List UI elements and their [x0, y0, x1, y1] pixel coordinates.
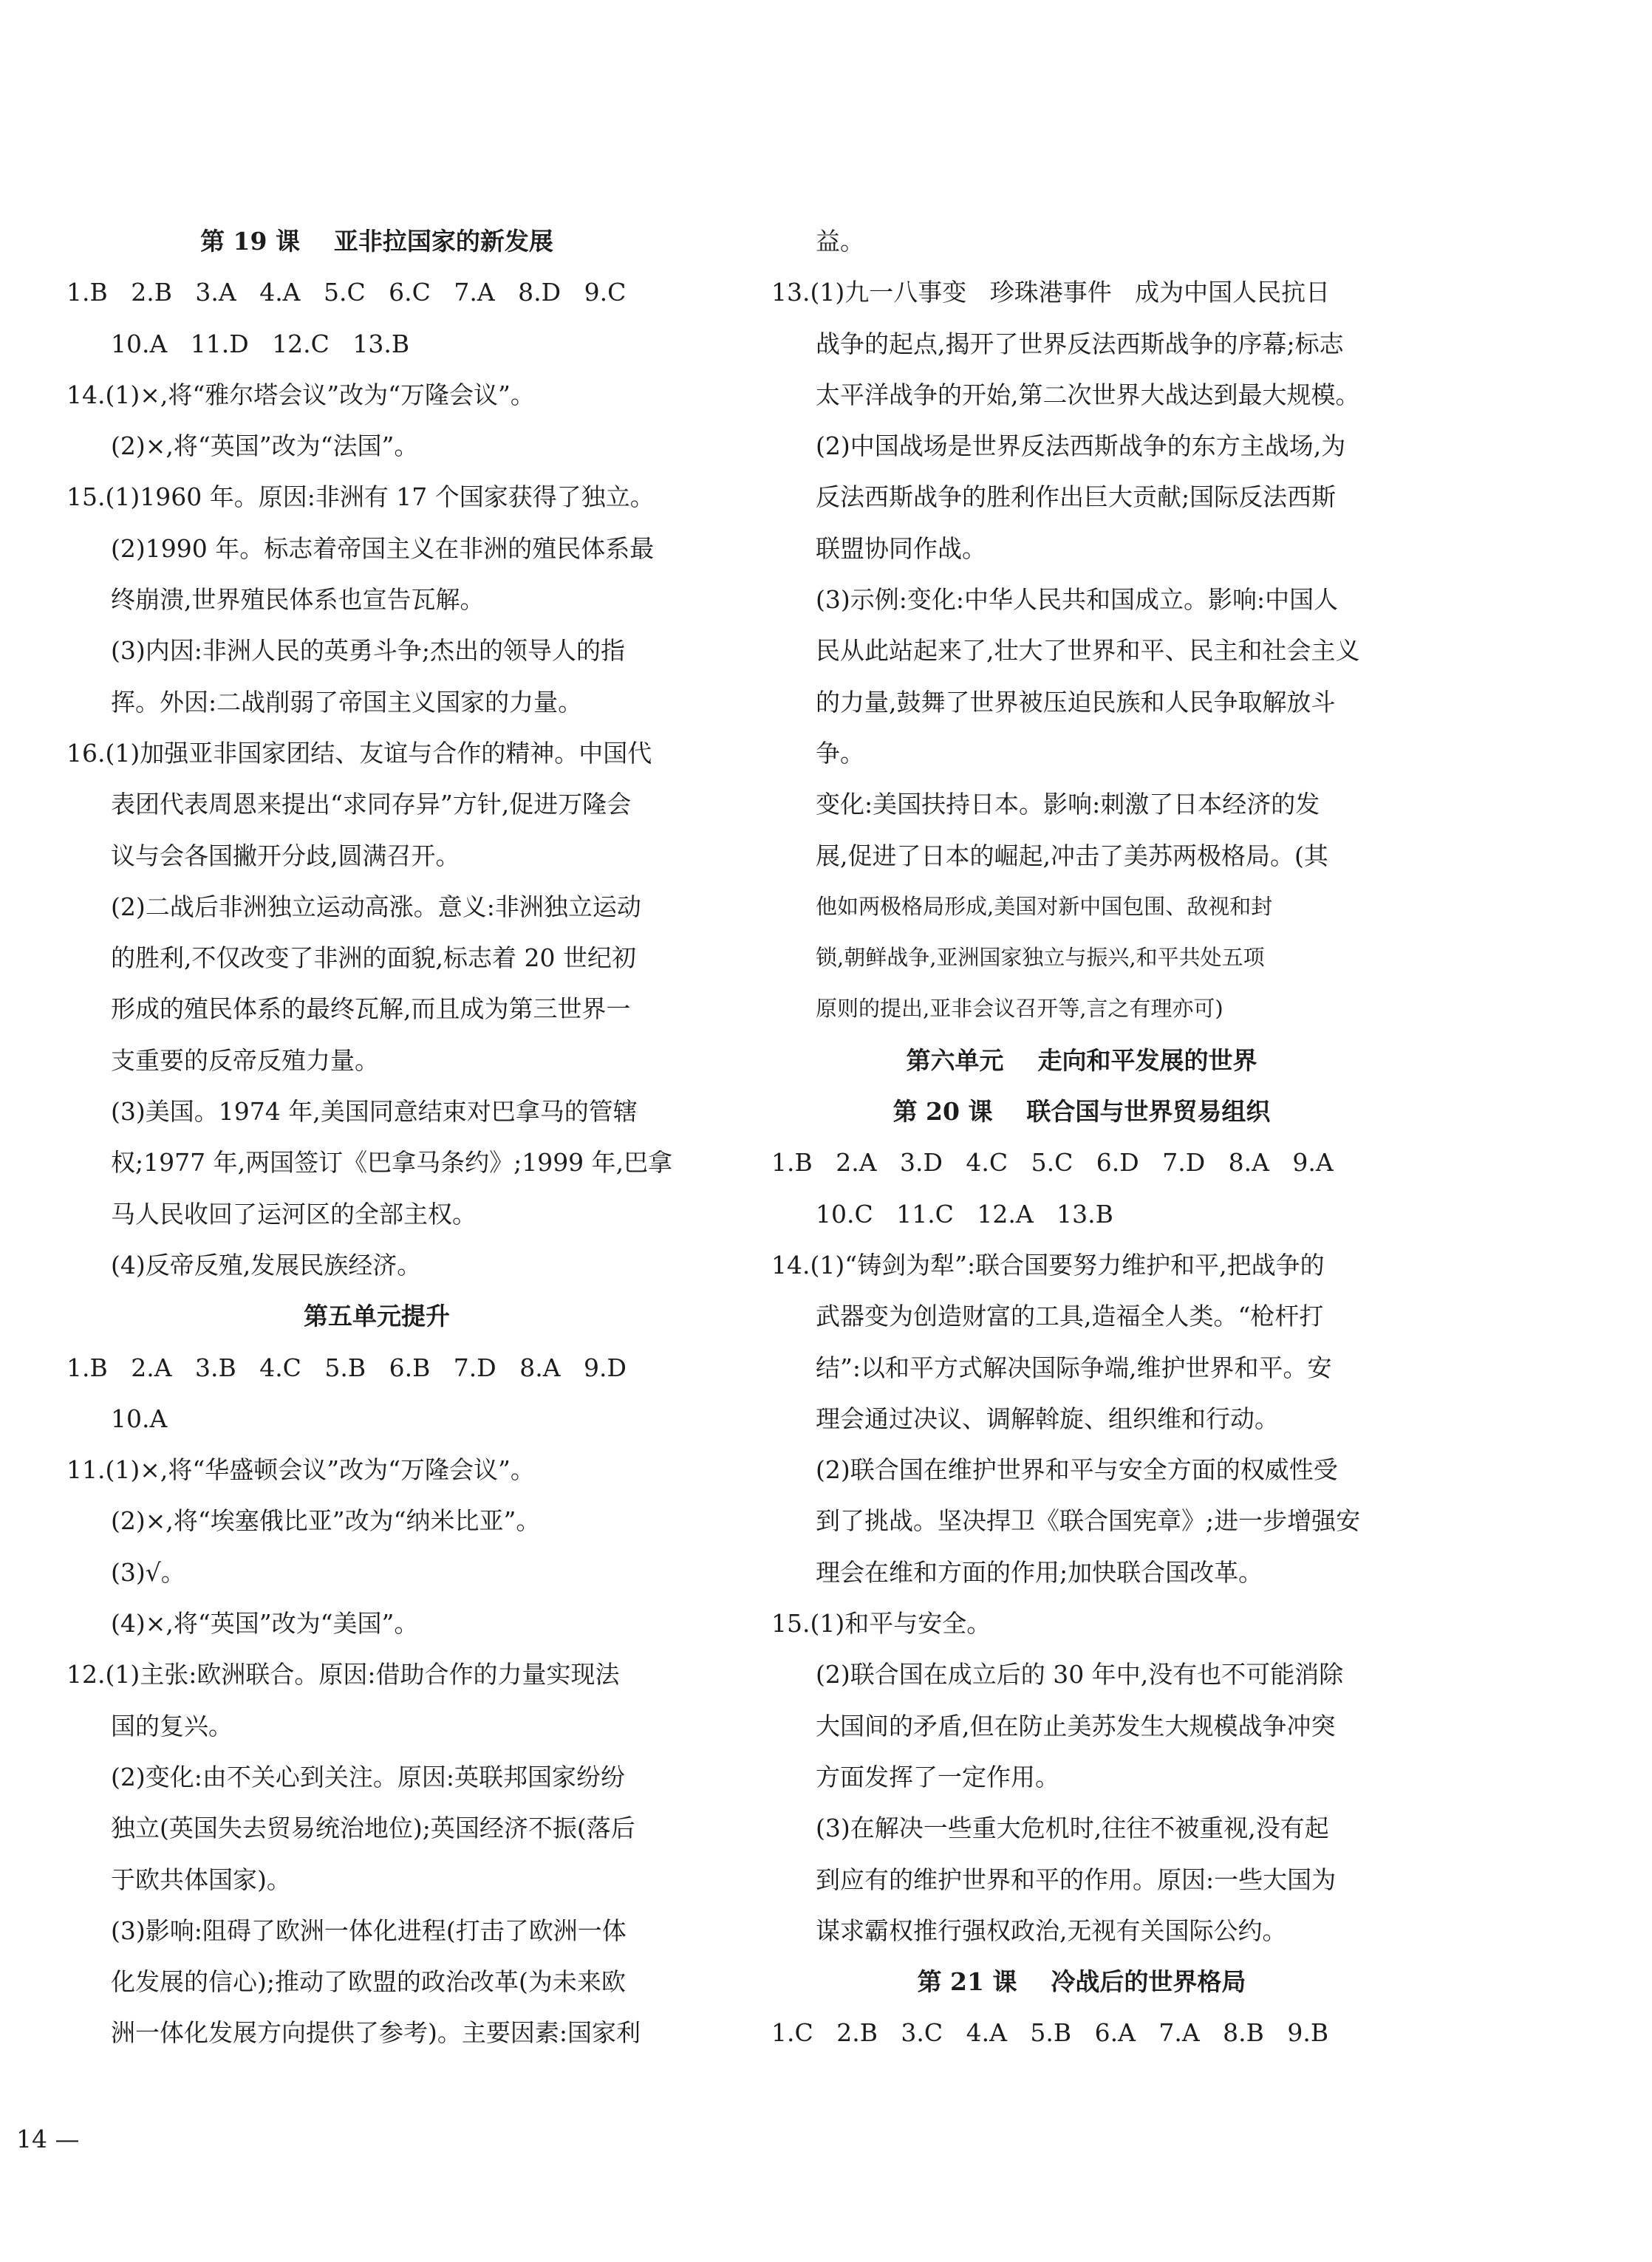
answer-line: 洲一体化发展方向提供了参考)。主要因素:国家利 [111, 2018, 641, 2048]
answer-line: 太平洋战争的开始,第二次世界大战达到最大规模。 [816, 380, 1360, 409]
section-heading: 第五单元提升 [304, 1302, 450, 1331]
answer-line: 10.C 11.C 12.A 13.B [816, 1199, 1113, 1229]
answer-line: (2)联合国在维护世界和平与安全方面的权威性受 [816, 1455, 1338, 1485]
answer-line: 10.A 11.D 12.C 13.B [111, 329, 410, 358]
answer-line: 的胜利,不仅改变了非洲的面貌,标志着 20 世纪初 [111, 943, 636, 973]
answer-line: 锁,朝鲜战争,亚洲国家独立与振兴,和平共处五项 [816, 945, 1265, 971]
answer-line: (2)×,将“埃塞俄比亚”改为“纳米比亚”。 [111, 1506, 541, 1536]
answer-line: 化发展的信心);推动了欧盟的政治改革(为未来欧 [111, 1967, 626, 1997]
answer-line: 战争的起点,揭开了世界反法西斯战争的序幕;标志 [816, 329, 1344, 358]
answer-line: 11.(1)×,将“华盛顿会议”改为“万隆会议”。 [66, 1455, 535, 1485]
answer-line: (2)×,将“英国”改为“法国”。 [111, 431, 419, 461]
right-column [771, 216, 1392, 2059]
section-heading: 第六单元 走向和平发展的世界 [906, 1045, 1257, 1075]
answer-line: 马人民收回了运河区的全部主权。 [111, 1199, 477, 1229]
answer-line: 国的复兴。 [111, 1711, 233, 1740]
answer-line: 的力量,鼓舞了世界被压迫民族和人民争取解放斗 [816, 687, 1336, 717]
answer-line: 武器变为创造财富的工具,造福全人类。“枪杆打 [816, 1302, 1324, 1331]
answer-line: 变化:美国扶持日本。影响:刺激了日本经济的发 [816, 790, 1320, 819]
answer-line: (3)√。 [111, 1557, 185, 1587]
answer-line: 益。 [816, 227, 864, 256]
answer-line: 独立(英国失去贸易统治地位);英国经济不振(落后 [111, 1814, 635, 1843]
answer-line: 民从此站起来了,壮大了世界和平、民主和社会主义 [816, 636, 1360, 666]
answer-line: 议与会各国撇开分歧,圆满召开。 [111, 841, 460, 870]
answer-line: 1.B 2.A 3.D 4.C 5.C 6.D 7.D 8.A 9.A [771, 1148, 1334, 1178]
answer-line: 结”:以和平方式解决国际争端,维护世界和平。安 [816, 1353, 1332, 1382]
answer-line: 展,促进了日本的崛起,冲击了美苏两极格局。(其 [816, 841, 1328, 870]
section-heading: 第 21 课 冷战后的世界格局 [917, 1967, 1246, 1997]
answer-line: 挥。外因:二战削弱了帝国主义国家的力量。 [111, 687, 583, 717]
answer-line: (3)影响:阻碍了欧洲一体化进程(打击了欧洲一体 [111, 1916, 627, 1945]
answer-line: 1.C 2.B 3.C 4.A 5.B 6.A 7.A 8.B 9.B [771, 2018, 1329, 2048]
answer-line: 联盟协同作战。 [816, 533, 986, 563]
answer-line: 谋求霸权推行强权政治,无视有关国际公约。 [816, 1916, 1287, 1945]
answer-line: 大国间的矛盾,但在防止美苏发生大规模战争冲突 [816, 1711, 1336, 1740]
answer-line: (3)在解决一些重大危机时,往往不被重视,没有起 [816, 1814, 1329, 1843]
answer-line: 10.A [111, 1404, 168, 1433]
answer-line: 反法西斯战争的胜利作出巨大贡献;国际反法西斯 [816, 482, 1337, 512]
answer-line: 到应有的维护世界和平的作用。原因:一些大国为 [816, 1865, 1337, 1894]
left-column [66, 216, 687, 2059]
answer-line: 14.(1)×,将“雅尔塔会议”改为“万隆会议”。 [66, 380, 535, 409]
answer-line: 于欧共体国家)。 [111, 1865, 291, 1894]
answer-line: (2)二战后非洲独立运动高涨。意义:非洲独立运动 [111, 892, 641, 921]
answer-line: (3)美国。1974 年,美国同意结束对巴拿马的管辖 [111, 1097, 638, 1127]
answer-line: 1.B 2.A 3.B 4.C 5.B 6.B 7.D 8.A 9.D [66, 1353, 627, 1382]
section-heading: 第 20 课 联合国与世界贸易组织 [892, 1097, 1271, 1127]
answer-line: 方面发挥了一定作用。 [816, 1762, 1059, 1791]
section-heading: 第 19 课 亚非拉国家的新发展 [200, 227, 553, 256]
answer-line: 原则的提出,亚非会议召开等,言之有理亦可) [816, 996, 1223, 1022]
answer-line: 13.(1)九一八事变 珍珠港事件 成为中国人民抗日 [771, 278, 1331, 307]
answer-line: (2)联合国在成立后的 30 年中,没有也不可能消除 [816, 1660, 1344, 1689]
answer-line: 理会在维和方面的作用;加快联合国改革。 [816, 1557, 1263, 1587]
answer-line: 表团代表周恩来提出“求同存异”方针,促进万隆会 [111, 790, 632, 819]
answer-line: 15.(1)和平与安全。 [771, 1609, 991, 1639]
answer-line: (3)内因:非洲人民的英勇斗争;杰出的领导人的指 [111, 636, 625, 666]
answer-line: 理会通过决议、调解斡旋、组织维和行动。 [816, 1404, 1279, 1433]
answer-line: 16.(1)加强亚非国家团结、友谊与合作的精神。中国代 [66, 738, 652, 768]
answer-line: (2)中国战场是世界反法西斯战争的东方主战场,为 [816, 431, 1346, 461]
page-number: 14 — [16, 2125, 80, 2153]
answer-line: 他如两极格局形成,美国对新中国包围、敌视和封 [816, 893, 1273, 919]
answer-line: 1.B 2.B 3.A 4.A 5.C 6.C 7.A 8.D 9.C [66, 278, 627, 307]
answer-line: (4)×,将“英国”改为“美国”。 [111, 1609, 419, 1639]
answer-line: 形成的殖民体系的最终瓦解,而且成为第三世界一 [111, 994, 631, 1024]
answer-line: 到了挑战。坚决捍卫《联合国宪章》;进一步增强安 [816, 1506, 1361, 1536]
answer-line: 争。 [816, 738, 864, 768]
answer-line: 权;1977 年,两国签订《巴拿马条约》;1999 年,巴拿 [111, 1148, 673, 1178]
answer-line: (3)示例:变化:中华人民共和国成立。影响:中国人 [816, 585, 1339, 615]
answer-line: (4)反帝反殖,发展民族经济。 [111, 1250, 422, 1279]
answer-line: 终崩溃,世界殖民体系也宣告瓦解。 [111, 585, 485, 615]
answer-line: (2)1990 年。标志着帝国主义在非洲的殖民体系最 [111, 533, 655, 563]
answer-line: 15.(1)1960 年。原因:非洲有 17 个国家获得了独立。 [66, 482, 655, 512]
answer-line: (2)变化:由不关心到关注。原因:英联邦国家纷纷 [111, 1762, 625, 1791]
answer-line: 14.(1)“铸剑为犁”:联合国要努力维护和平,把战争的 [771, 1250, 1325, 1279]
answer-line: 12.(1)主张:欧洲联合。原因:借助合作的力量实现法 [66, 1660, 620, 1689]
answer-line: 支重要的反帝反殖力量。 [111, 1045, 379, 1075]
